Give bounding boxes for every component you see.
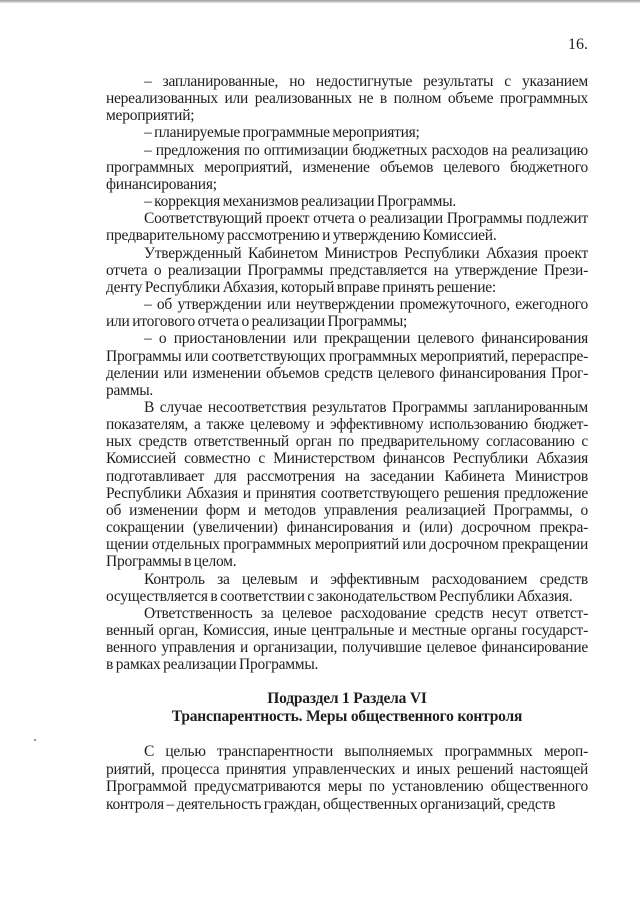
text-line: сокращении (увеличении) финансирования и (или) досрочном прекра- (106, 519, 588, 537)
text-line: риятий, процесса принятия управленческих и иных решений настоящей (106, 760, 588, 778)
text-line: Контроль за целевым и эффективным расходованием средств (144, 570, 588, 588)
text-line: Ответственность за целевое расходование средств несут ответст- (144, 604, 588, 622)
text-line: щении отдельных программных мероприятий или досрочном прекращении (106, 536, 588, 554)
text-line: Программы или соответствующих программных мероприятий, перераспре- (106, 347, 588, 365)
text-line: – коррекция механизмов реализации Программы. (144, 193, 456, 211)
text-line: венный орган, Комиссия, иные центральные и местные органы государст- (106, 622, 588, 639)
text-line: отчета о реализации Программы представляется на утверждение Прези- (106, 261, 588, 279)
text-line: мероприятий; (106, 107, 195, 125)
text-line: раммы. (106, 381, 154, 399)
text-line: программных мероприятий, изменение объемов целевого бюджетного (106, 158, 588, 176)
section-body (106, 743, 588, 813)
text-line: Утвержденный Кабинетом Министров Республики Абхазия проект (144, 244, 588, 262)
text-line: осуществляется в соответствии с законодательством Республики Абхазия. (106, 587, 573, 605)
text-line: Программы в целом. (106, 553, 237, 571)
scan-speck (34, 739, 36, 741)
text-line: или итогового отчета о реализации Программы; (106, 313, 408, 331)
page-number: 16. (568, 36, 588, 53)
section-heading-title: Транспарентность. Меры общественного контроля (171, 708, 523, 726)
text-line: – об утверждении или неутверждении промежуточного, ежегодного (144, 296, 588, 314)
text-line: нереализованных или реализованных не в полном объеме программных (106, 90, 588, 108)
text-line: – о приостановлении или прекращении целевого финансирования (144, 330, 588, 348)
text-line: – запланированные, но недостигнутые результаты с указанием (144, 73, 588, 90)
text-line: об изменении форм и методов управления реализацией Программы, о (106, 501, 588, 519)
section-heading (106, 690, 588, 726)
page-content (106, 0, 588, 833)
document-body (106, 73, 588, 673)
section-heading-subsection: Подраздел 1 Раздела VI (267, 690, 427, 708)
text-line: Комиссией совместно с Министерством финансов Республики Абхазия (106, 450, 588, 468)
text-line: контроля – деятельность граждан, общественных организаций, средств (106, 795, 556, 813)
text-line: подготавливает для рассмотрения на заседании Кабинета Министров (106, 467, 588, 485)
text-line: денту Республики Абхазия, который вправе принять решение: (106, 278, 496, 296)
text-line: Программой предусматриваются меры по установлению общественного (106, 778, 588, 796)
text-line: показателям, а также целевому и эффективному использованию бюджет- (106, 416, 588, 434)
text-line: предварительному рассмотрению и утверждению Комиссией. (106, 227, 497, 245)
text-line: Республики Абхазия и принятия соответствующего решения предложение (106, 484, 588, 502)
text-line: В случае несоответствия результатов Программы запланированным (144, 398, 588, 416)
text-line: в рамках реализации Программы. (106, 656, 319, 674)
text-line: финансирования; (106, 175, 217, 193)
text-line: венного управления и организации, получившие целевое финансирование (106, 639, 588, 657)
text-line: делении или изменении объемов средств целевого финансирования Прог- (106, 364, 588, 382)
text-line: – планируемые программные мероприятия; (144, 124, 420, 142)
text-line: ных средств ответственный орган по предварительному согласованию с (106, 433, 588, 451)
text-line: С целью транспарентности выполняемых программных мероп- (144, 743, 588, 761)
text-line: – предложения по оптимизации бюджетных расходов на реализацию (144, 141, 588, 159)
text-line: Соответствующий проект отчета о реализации Программы подлежит (144, 210, 588, 228)
